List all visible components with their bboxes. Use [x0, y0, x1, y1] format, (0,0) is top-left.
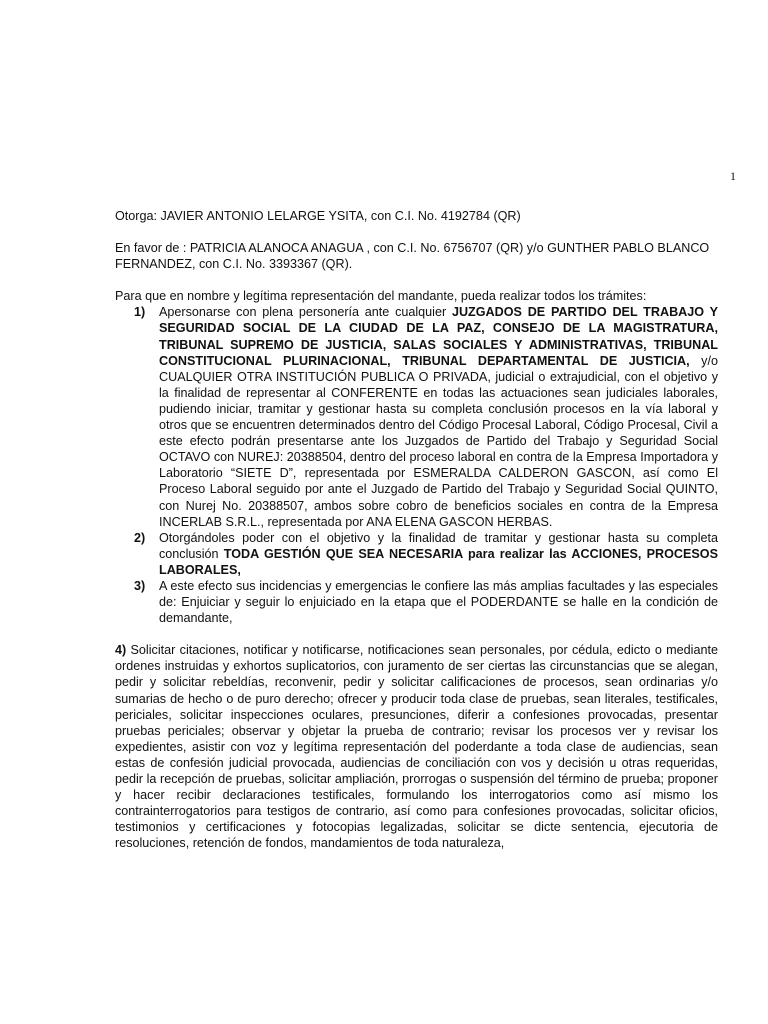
- clause-number: 3): [134, 578, 146, 593]
- otorga-line: Otorga: JAVIER ANTONIO LELARGE YSITA, con C.I. No. 4192784 (QR): [115, 209, 521, 223]
- intro-paragraph: Para que en nombre y legítima representación del mandante, pueda realizar todos los trámites:: [115, 289, 647, 304]
- clause-number: 2): [134, 530, 146, 545]
- clause-number: 1): [134, 305, 146, 320]
- clause-number: 4): [115, 643, 127, 658]
- clause-2: [115, 530, 718, 578]
- page-number: 1: [730, 169, 736, 183]
- clause-text: y/o CUALQUIER OTRA INSTITUCIÓN PUBLICA O PRIVADA, judicial o extrajudicial, con el objetivo y la finalidad de representar al CONFERENTE en todas las actuaciones sean judiciales laborales, pudiendo iniciar, tramitar y gestionar hasta su completa conclusión procesos en la vía laboral y otros que se encuentren determinados dentro del Código Procesal Laboral, Código Procesal, Civil a este efecto podrán presentarse ante los Juzgados de Partido del Trabajo y Seguridad Social OCTAVO con NUREJ: 20388504, dentro del proceso laboral en contra de la Empresa Importadora y Laboratorio “SIETE D”, representada por ESMERALDA CALDERON GASCON, así como El Proceso Laboral seguido por ante el Juzgado de Partido del Trabajo y Seguridad Social QUINTO, con Nurej No. 20388507, ambos sobre cobro de beneficios sociales en contra de la Empresa INCERLAB S.R.L., representada por ANA ELENA GASCON HERBAS.: [159, 353, 718, 529]
- clause-4-paragraph: [115, 642, 718, 851]
- clause-text: Apersonarse con plena personería ante cualquier: [159, 305, 452, 320]
- clauses-list: [115, 304, 718, 626]
- clause-1: [115, 304, 718, 529]
- clause-text: A este efecto sus incidencias y emergencias le confiere las más amplias facultades y las especiales de: Enjuiciar y seguir lo enjuiciado en la etapa que el PODERDANTE se halle en la condición de demandante,: [159, 578, 718, 626]
- document-body: [115, 208, 718, 851]
- clause-bold-text: JUZGADOS DE PARTIDO DEL TRABAJO Y SEGURIDAD SOCIAL DE LA CIUDAD DE LA PAZ, CONSEJO DE LA MAGISTRATURA, TRIBUNAL SUPREMO DE JUSTICIA, SALAS SOCIALES Y ADMINISTRATIVAS, TRIBUNAL CONSTITUCIONAL PLURINACIONAL, TRIBUNAL DEPARTAMENTAL DE JUSTICIA,: [159, 305, 718, 368]
- clause-3: [115, 578, 718, 626]
- clause-text: Otorgándoles poder con el objetivo y la finalidad de tramitar y gestionar hasta su completa conclusión: [159, 530, 718, 561]
- clause-bold-text: TODA GESTIÓN QUE SEA NECESARIA para realizar las ACCIONES, PROCESOS LABORALES,: [159, 546, 718, 577]
- en-favor-paragraph: En favor de : PATRICIA ALANOCA ANAGUA , con C.I. No. 6756707 (QR) y/o GUNTHER PABLO BLANCO FERNANDEZ, con C.I. No. 3393367 (QR).: [115, 241, 710, 272]
- clause-text: Solicitar citaciones, notificar y notificarse, notificaciones sean personales, por cédula, edicto o mediante ordenes instruidas y exhortos suplicatorios, con juramento de ser ciertas las circunstancias que se alegan, pedir y solicitar rebeldías, reconvenir, pedir y solicitar calificaciones de procesos, sean ordinarias y/o sumarias de hecho o de puro derecho; ofrecer y producir toda clase de pruebas, sean literales, testificales, periciales, solicitar inspecciones oculares, presunciones, diferir a confesiones provocadas, presentar pruebas periciales; observar y objetar la prueba de contrario; revisar los procesos ver y revisar los expedientes, asistir con voz y legítima representación del poderdante a toda clase de audiencias, sean estas de confesión judicial provocada, audiencias de conciliación con vos y decisión u otras requeridas, pedir la recepción de pruebas, solicitar ampliación, prorrogas o suspensión del término de prueba; proponer y hacer recibir declaraciones testificales, formulando los interrogatorios como así mismo los contrainterrogatorios para testigos de contrario, así como para confesiones provocadas, solicitar oficios, testimonios y certificaciones y fotocopias legalizadas, solicitar se dicte sentencia, ejecutoria de resoluciones, retención de fondos, mandamientos de toda naturaleza,: [115, 643, 718, 851]
